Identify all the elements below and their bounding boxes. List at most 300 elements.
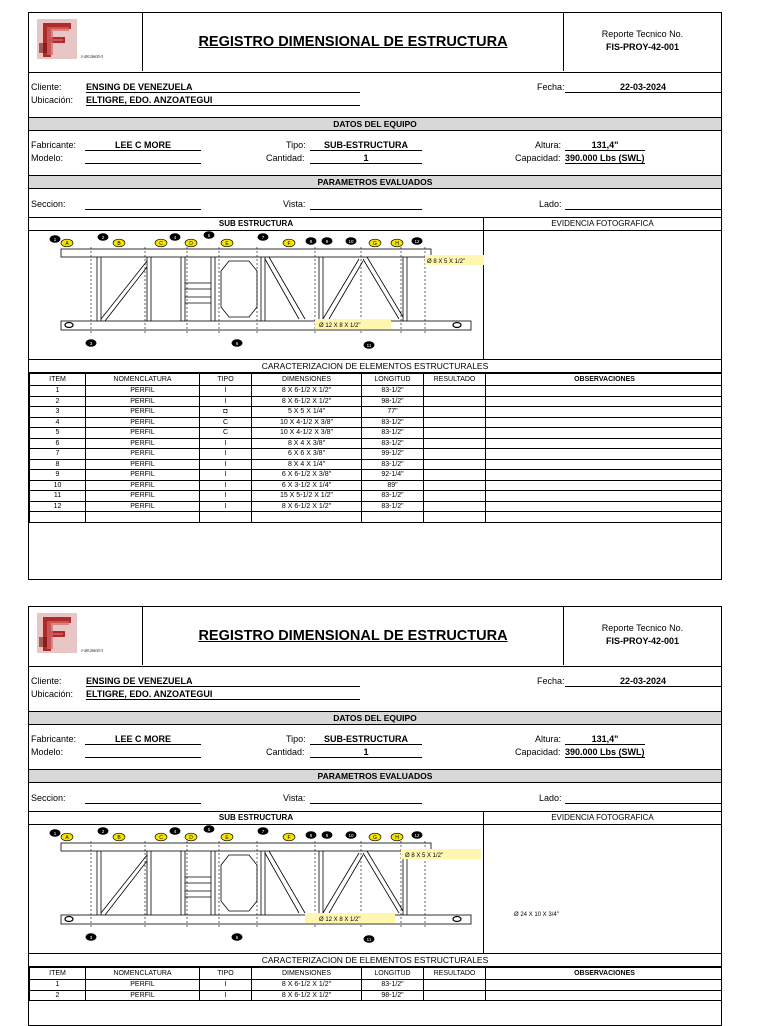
marker-number-12 xyxy=(412,831,423,839)
marker-number-6 xyxy=(232,933,243,941)
table-row xyxy=(30,470,723,481)
table-cell: 11 xyxy=(30,491,86,502)
svg-text:G: G xyxy=(373,835,377,841)
observaciones-cell xyxy=(486,459,723,470)
svg-text:5: 5 xyxy=(207,232,211,238)
svg-text:A: A xyxy=(65,241,69,247)
table-cell: I xyxy=(200,459,252,470)
svg-text:11: 11 xyxy=(366,342,372,348)
table-cell xyxy=(424,512,486,523)
marker-letter-h xyxy=(391,239,403,247)
table-cell: PERFIL xyxy=(86,449,200,460)
table-cell: C xyxy=(200,417,252,428)
table-cell: PERFIL xyxy=(86,428,200,439)
cantidad-label: Cantidad: xyxy=(266,747,305,757)
tipo-value: SUB-ESTRUCTURA xyxy=(310,140,422,151)
seccion-value xyxy=(85,793,201,804)
table-cell: 2 xyxy=(30,396,86,407)
tipo-label: Tipo: xyxy=(286,734,306,744)
table-cell: 83-1/2" xyxy=(362,459,424,470)
table-cell xyxy=(200,512,252,523)
col-item: ITEM xyxy=(30,968,86,980)
observaciones-cell xyxy=(486,396,723,407)
table-cell xyxy=(86,512,200,523)
sub-estructura-section xyxy=(29,217,721,359)
table-cell: 5 xyxy=(30,428,86,439)
table-cell: 77" xyxy=(362,407,424,418)
parametros-header: PARAMETROS EVALUADOS xyxy=(29,175,721,189)
vista-label: Vista: xyxy=(283,199,306,209)
observaciones-cell xyxy=(486,417,723,428)
company-logo xyxy=(29,13,143,71)
marker-number-1 xyxy=(50,829,61,837)
col-tipo: TIPO xyxy=(200,374,252,386)
table-cell: I xyxy=(200,396,252,407)
table-row xyxy=(30,396,723,407)
table-cell xyxy=(362,512,424,523)
table-cell: PERFIL xyxy=(86,491,200,502)
table-cell: 99-1/2" xyxy=(362,449,424,460)
table-cell: 6 xyxy=(30,438,86,449)
marker-letter-c xyxy=(155,239,167,247)
sub-estructura-title: SUB ESTRUCTURA xyxy=(29,812,483,825)
client-info xyxy=(29,73,721,117)
marker-number-8 xyxy=(306,237,317,245)
svg-text:7: 7 xyxy=(261,828,265,834)
marker-letter-d xyxy=(185,239,197,247)
marker-number-10 xyxy=(346,831,357,839)
table-cell xyxy=(30,512,86,523)
svg-text:H: H xyxy=(395,241,399,247)
equipo-info xyxy=(29,131,721,175)
table-cell: 9 xyxy=(30,470,86,481)
table-cell: PERFIL xyxy=(86,501,200,512)
table-cell: 92-1/4" xyxy=(362,470,424,481)
table-cell: 12 xyxy=(30,501,86,512)
table-cell xyxy=(252,512,362,523)
table-cell xyxy=(424,470,486,481)
table-cell: 8 X 4 X 3/8" xyxy=(252,438,362,449)
marker-number-6 xyxy=(232,339,243,347)
report-page-1 xyxy=(28,12,722,580)
table-cell: 8 X 6-1/2 X 1/2" xyxy=(252,980,362,991)
table-row xyxy=(30,428,723,439)
observaciones-cell xyxy=(486,501,723,512)
table-cell xyxy=(424,491,486,502)
svg-text:8: 8 xyxy=(309,238,313,244)
report-header-2 xyxy=(29,607,721,667)
fabricante-value: LEE C MORE xyxy=(85,140,201,151)
svg-text:3: 3 xyxy=(89,934,93,940)
col-nomenclatura: NOMENCLATURA xyxy=(86,968,200,980)
marker-number-7 xyxy=(258,233,269,241)
seccion-label: Seccion: xyxy=(31,793,66,803)
marker-letter-e xyxy=(221,833,233,841)
marker-number-9 xyxy=(322,237,333,245)
table-cell: 8 X 6-1/2 X 1/2" xyxy=(252,386,362,397)
marker-letter-f xyxy=(283,239,295,247)
svg-text:B: B xyxy=(117,241,121,247)
table-row xyxy=(30,449,723,460)
table-cell: PERFIL xyxy=(86,386,200,397)
table-cell: PERFIL xyxy=(86,470,200,481)
dim-bottom-label: Ø 12 X 8 X 1/2" xyxy=(319,917,361,923)
table-cell xyxy=(424,980,486,991)
evidencia-title: EVIDENCIA FOTOGRAFICA xyxy=(484,812,721,825)
table-row xyxy=(30,990,723,1001)
dim-bottom-label: Ø 12 X 8 X 1/2" xyxy=(319,323,361,329)
table-row xyxy=(30,438,723,449)
svg-text:3: 3 xyxy=(89,340,93,346)
svg-text:6: 6 xyxy=(235,934,239,940)
marker-letter-d xyxy=(185,833,197,841)
table-cell: I xyxy=(200,438,252,449)
marker-number-1 xyxy=(50,235,61,243)
report-number-box-2 xyxy=(563,607,721,665)
report-label: Reporte Tecnico No. xyxy=(601,29,684,39)
marker-number-3 xyxy=(86,339,97,347)
datos-equipo-header-2: DATOS DEL EQUIPO xyxy=(29,711,721,725)
svg-text:8: 8 xyxy=(309,832,313,838)
svg-text:11: 11 xyxy=(366,936,372,942)
table-cell: 5 X 5 X 1/4" xyxy=(252,407,362,418)
col-resultado: RESULTADO xyxy=(424,968,486,980)
logo-icon xyxy=(35,17,79,61)
marker-number-5 xyxy=(204,825,215,833)
table-cell: PERFIL xyxy=(86,396,200,407)
table-row xyxy=(30,980,723,991)
report-label: Reporte Tecnico No. xyxy=(601,623,684,633)
observaciones-cell xyxy=(486,428,723,439)
modelo-label: Modelo: xyxy=(31,153,64,163)
marker-number-2 xyxy=(98,827,109,835)
svg-text:F: F xyxy=(287,241,291,247)
svg-text:4: 4 xyxy=(173,828,177,834)
altura-value: 131,4" xyxy=(565,734,645,745)
table-cell: 83-1/2" xyxy=(362,428,424,439)
page-title: REGISTRO DIMENSIONAL DE ESTRUCTURA xyxy=(198,34,508,50)
altura-label: Altura: xyxy=(535,140,562,150)
elements-table xyxy=(29,373,722,523)
dim-top-label: Ø 8 X 5 X 1/2" xyxy=(405,853,444,859)
fecha-value: 22-03-2024 xyxy=(565,82,721,93)
table-cell: PERFIL xyxy=(86,459,200,470)
marker-number-11 xyxy=(364,935,375,943)
sub-estructura-diagram-panel-2 xyxy=(29,812,484,953)
marker-number-4 xyxy=(170,233,181,241)
altura-label: Altura: xyxy=(535,734,562,744)
table-row xyxy=(30,417,723,428)
table-cell: I xyxy=(200,491,252,502)
table-cell: I xyxy=(200,480,252,491)
svg-text:12: 12 xyxy=(414,832,420,838)
modelo-label: Modelo: xyxy=(31,747,64,757)
col-longitud: LONGITUD xyxy=(362,374,424,386)
table-row-empty xyxy=(30,512,723,523)
marker-number-2 xyxy=(98,233,109,241)
client-info-2 xyxy=(29,667,721,711)
vista-value xyxy=(310,199,422,210)
table-cell: I xyxy=(200,980,252,991)
observaciones-cell xyxy=(486,470,723,481)
fabricante-value: LEE C MORE xyxy=(85,734,201,745)
table-cell: PERFIL xyxy=(86,407,200,418)
observaciones-cell xyxy=(486,386,723,397)
table-cell: PERFIL xyxy=(86,438,200,449)
sub-estructura-section-2 xyxy=(29,811,721,953)
marker-letter-a xyxy=(61,833,73,841)
table-cell xyxy=(424,407,486,418)
table-cell: 8 X 6-1/2 X 1/2" xyxy=(252,501,362,512)
cantidad-value: 1 xyxy=(310,747,422,758)
svg-text:9: 9 xyxy=(325,832,329,838)
table-cell: 15 X 5-1/2 X 1/2" xyxy=(252,491,362,502)
table-cell xyxy=(424,386,486,397)
table-cell: 6 X 6-1/2 X 3/8" xyxy=(252,470,362,481)
svg-text:D: D xyxy=(189,241,193,247)
table-row xyxy=(30,491,723,502)
cantidad-label: Cantidad: xyxy=(266,153,305,163)
table-row xyxy=(30,459,723,470)
table-cell: 6 X 3-1/2 X 1/4" xyxy=(252,480,362,491)
observaciones-cell xyxy=(486,480,723,491)
parametros-info xyxy=(29,189,721,217)
fecha-label: Fecha: xyxy=(537,82,565,92)
table-cell: 10 X 4-1/2 X 3/8" xyxy=(252,417,362,428)
cliente-value: ENSING DE VENEZUELA xyxy=(86,82,360,93)
table-cell: I xyxy=(200,449,252,460)
ubicacion-label: Ubicación: xyxy=(31,689,74,699)
table-cell: 2 xyxy=(30,990,86,1001)
table-cell: 3 xyxy=(30,407,86,418)
structure-diagram-2 xyxy=(29,825,484,953)
marker-number-4 xyxy=(170,827,181,835)
table-cell xyxy=(424,438,486,449)
svg-text:E: E xyxy=(225,835,229,841)
table-cell: 8 X 6-1/2 X 1/2" xyxy=(252,396,362,407)
marker-letter-a xyxy=(61,239,73,247)
modelo-value xyxy=(85,747,201,758)
table-cell: 83-1/2" xyxy=(362,417,424,428)
observaciones-cell xyxy=(486,990,723,1001)
vista-label: Vista: xyxy=(283,793,306,803)
svg-text:2: 2 xyxy=(101,828,105,834)
ubicacion-value: ELTIGRE, EDO. ANZOATEGUI xyxy=(86,689,360,700)
vista-value xyxy=(310,793,422,804)
fecha-label: Fecha: xyxy=(537,676,565,686)
table-cell: 1 xyxy=(30,386,86,397)
svg-text:A: A xyxy=(65,835,69,841)
marker-letter-e xyxy=(221,239,233,247)
table-cell: 4 xyxy=(30,417,86,428)
table-cell: 83-1/2" xyxy=(362,386,424,397)
capacidad-label: Capacidad: xyxy=(515,747,561,757)
lado-label: Lado: xyxy=(539,793,562,803)
col-resultado: RESULTADO xyxy=(424,374,486,386)
col-tipo: TIPO xyxy=(200,968,252,980)
altura-value: 131,4" xyxy=(565,140,645,151)
fecha-value: 22-03-2024 xyxy=(565,676,721,687)
lado-value xyxy=(565,793,721,804)
evidencia-panel-2 xyxy=(484,812,721,953)
observaciones-cell xyxy=(486,449,723,460)
company-logo-2 xyxy=(29,607,143,665)
svg-text:D: D xyxy=(189,835,193,841)
parametros-info-2 xyxy=(29,783,721,811)
svg-text:2: 2 xyxy=(101,234,105,240)
table-cell: PERFIL xyxy=(86,480,200,491)
elements-table-2 xyxy=(29,967,722,1001)
svg-text:4: 4 xyxy=(173,234,177,240)
marker-number-7 xyxy=(258,827,269,835)
svg-text:5: 5 xyxy=(207,826,211,832)
table-cell: 10 X 4-1/2 X 3/8" xyxy=(252,428,362,439)
capacidad-value: 390.000 Lbs (SWL) xyxy=(565,153,645,163)
col-longitud: LONGITUD xyxy=(362,968,424,980)
table-cell: 8 X 4 X 1/4" xyxy=(252,459,362,470)
marker-letter-b xyxy=(113,833,125,841)
marker-letter-g xyxy=(369,239,381,247)
col-item: ITEM xyxy=(30,374,86,386)
report-number-box xyxy=(563,13,721,71)
table-cell: PERFIL xyxy=(86,980,200,991)
col-dimensiones: DIMENSIONES xyxy=(252,968,362,980)
observaciones-cell xyxy=(486,980,723,991)
capacidad-value: 390.000 Lbs (SWL) xyxy=(565,747,645,757)
col-dimensiones: DIMENSIONES xyxy=(252,374,362,386)
col-observaciones: OBSERVACIONES xyxy=(486,968,723,980)
svg-text:10: 10 xyxy=(348,832,354,838)
table-cell xyxy=(424,396,486,407)
seccion-value xyxy=(85,199,201,210)
rif-number: J-40126635-5 xyxy=(81,648,104,653)
table-cell: I xyxy=(200,386,252,397)
table-cell xyxy=(486,512,723,523)
datos-equipo-header: DATOS DEL EQUIPO xyxy=(29,117,721,131)
table-cell xyxy=(424,501,486,512)
svg-text:B: B xyxy=(117,835,121,841)
svg-text:1: 1 xyxy=(53,236,57,242)
table-row xyxy=(30,501,723,512)
evidencia-title: EVIDENCIA FOTOGRAFICA xyxy=(484,218,721,231)
table-cell: 98-1/2" xyxy=(362,396,424,407)
table-cell: PERFIL xyxy=(86,990,200,1001)
table-header-row xyxy=(30,968,723,980)
col-nomenclatura: NOMENCLATURA xyxy=(86,374,200,386)
cliente-value: ENSING DE VENEZUELA xyxy=(86,676,360,687)
sub-estructura-diagram-panel xyxy=(29,218,484,359)
svg-text:H: H xyxy=(395,835,399,841)
rif-number: J-40126635-5 xyxy=(81,54,104,59)
lado-label: Lado: xyxy=(539,199,562,209)
table-row xyxy=(30,480,723,491)
fabricante-label: Fabricante: xyxy=(31,734,77,744)
capacidad-label: Capacidad: xyxy=(515,153,561,163)
svg-text:E: E xyxy=(225,241,229,247)
lado-value xyxy=(565,199,721,210)
photo-dimension-note: Ø 24 X 10 X 3/4" xyxy=(514,912,559,918)
table-cell: 83-1/2" xyxy=(362,501,424,512)
marker-number-5 xyxy=(204,231,215,239)
sub-estructura-title: SUB ESTRUCTURA xyxy=(29,218,483,231)
table-cell xyxy=(424,428,486,439)
marker-letter-g xyxy=(369,833,381,841)
structure-diagram xyxy=(29,231,484,359)
svg-text:C: C xyxy=(159,241,163,247)
svg-text:G: G xyxy=(373,241,377,247)
table-cell: 7 xyxy=(30,449,86,460)
seccion-label: Seccion: xyxy=(31,199,66,209)
ubicacion-label: Ubicación: xyxy=(31,95,74,105)
table-cell xyxy=(424,459,486,470)
table-cell xyxy=(424,990,486,1001)
marker-number-3 xyxy=(86,933,97,941)
marker-number-12 xyxy=(412,237,423,245)
fabricante-label: Fabricante: xyxy=(31,140,77,150)
table-cell xyxy=(424,449,486,460)
svg-text:1: 1 xyxy=(53,830,57,836)
svg-text:9: 9 xyxy=(325,238,329,244)
marker-number-11 xyxy=(364,341,375,349)
table-cell: I xyxy=(200,501,252,512)
marker-letter-f xyxy=(283,833,295,841)
ubicacion-value: ELTIGRE, EDO. ANZOATEGUI xyxy=(86,95,360,106)
evidencia-panel xyxy=(484,218,721,359)
marker-letter-h xyxy=(391,833,403,841)
report-code: FIS-PROY-42-001 xyxy=(605,42,680,52)
svg-text:10: 10 xyxy=(348,238,354,244)
table-row xyxy=(30,407,723,418)
table-cell: 98-1/2" xyxy=(362,990,424,1001)
table-cell: 6 X 6 X 3/8" xyxy=(252,449,362,460)
dim-top-label: Ø 8 X 5 X 1/2" xyxy=(427,259,466,265)
svg-text:C: C xyxy=(159,835,163,841)
table-cell: 83-1/2" xyxy=(362,438,424,449)
table-cell: 83-1/2" xyxy=(362,980,424,991)
cliente-label: Cliente: xyxy=(31,82,62,92)
marker-letter-c xyxy=(155,833,167,841)
observaciones-cell xyxy=(486,438,723,449)
modelo-value xyxy=(85,153,201,164)
table-cell: 83-1/2" xyxy=(362,491,424,502)
caracterizacion-header: CARACTERIZACION DE ELEMENTOS ESTRUCTURALES xyxy=(29,359,721,373)
observaciones-cell xyxy=(486,491,723,502)
table-cell: 10 xyxy=(30,480,86,491)
svg-text:6: 6 xyxy=(235,340,239,346)
tipo-value: SUB-ESTRUCTURA xyxy=(310,734,422,745)
table-header-row xyxy=(30,374,723,386)
cliente-label: Cliente: xyxy=(31,676,62,686)
table-cell: I xyxy=(200,990,252,1001)
equipo-info-2 xyxy=(29,725,721,769)
caracterizacion-header-2: CARACTERIZACION DE ELEMENTOS ESTRUCTURALES xyxy=(29,953,721,967)
tipo-label: Tipo: xyxy=(286,140,306,150)
table-cell: ◘ xyxy=(200,407,252,418)
table-cell: I xyxy=(200,470,252,481)
table-row xyxy=(30,386,723,397)
svg-text:7: 7 xyxy=(261,234,265,240)
report-page-2 xyxy=(28,606,722,1026)
logo-icon xyxy=(35,611,79,655)
report-header xyxy=(29,13,721,73)
parametros-header-2: PARAMETROS EVALUADOS xyxy=(29,769,721,783)
col-observaciones: OBSERVACIONES xyxy=(486,374,723,386)
table-cell: 8 X 6-1/2 X 1/2" xyxy=(252,990,362,1001)
table-cell: 1 xyxy=(30,980,86,991)
table-cell xyxy=(424,417,486,428)
cantidad-value: 1 xyxy=(310,153,422,164)
table-cell: C xyxy=(200,428,252,439)
